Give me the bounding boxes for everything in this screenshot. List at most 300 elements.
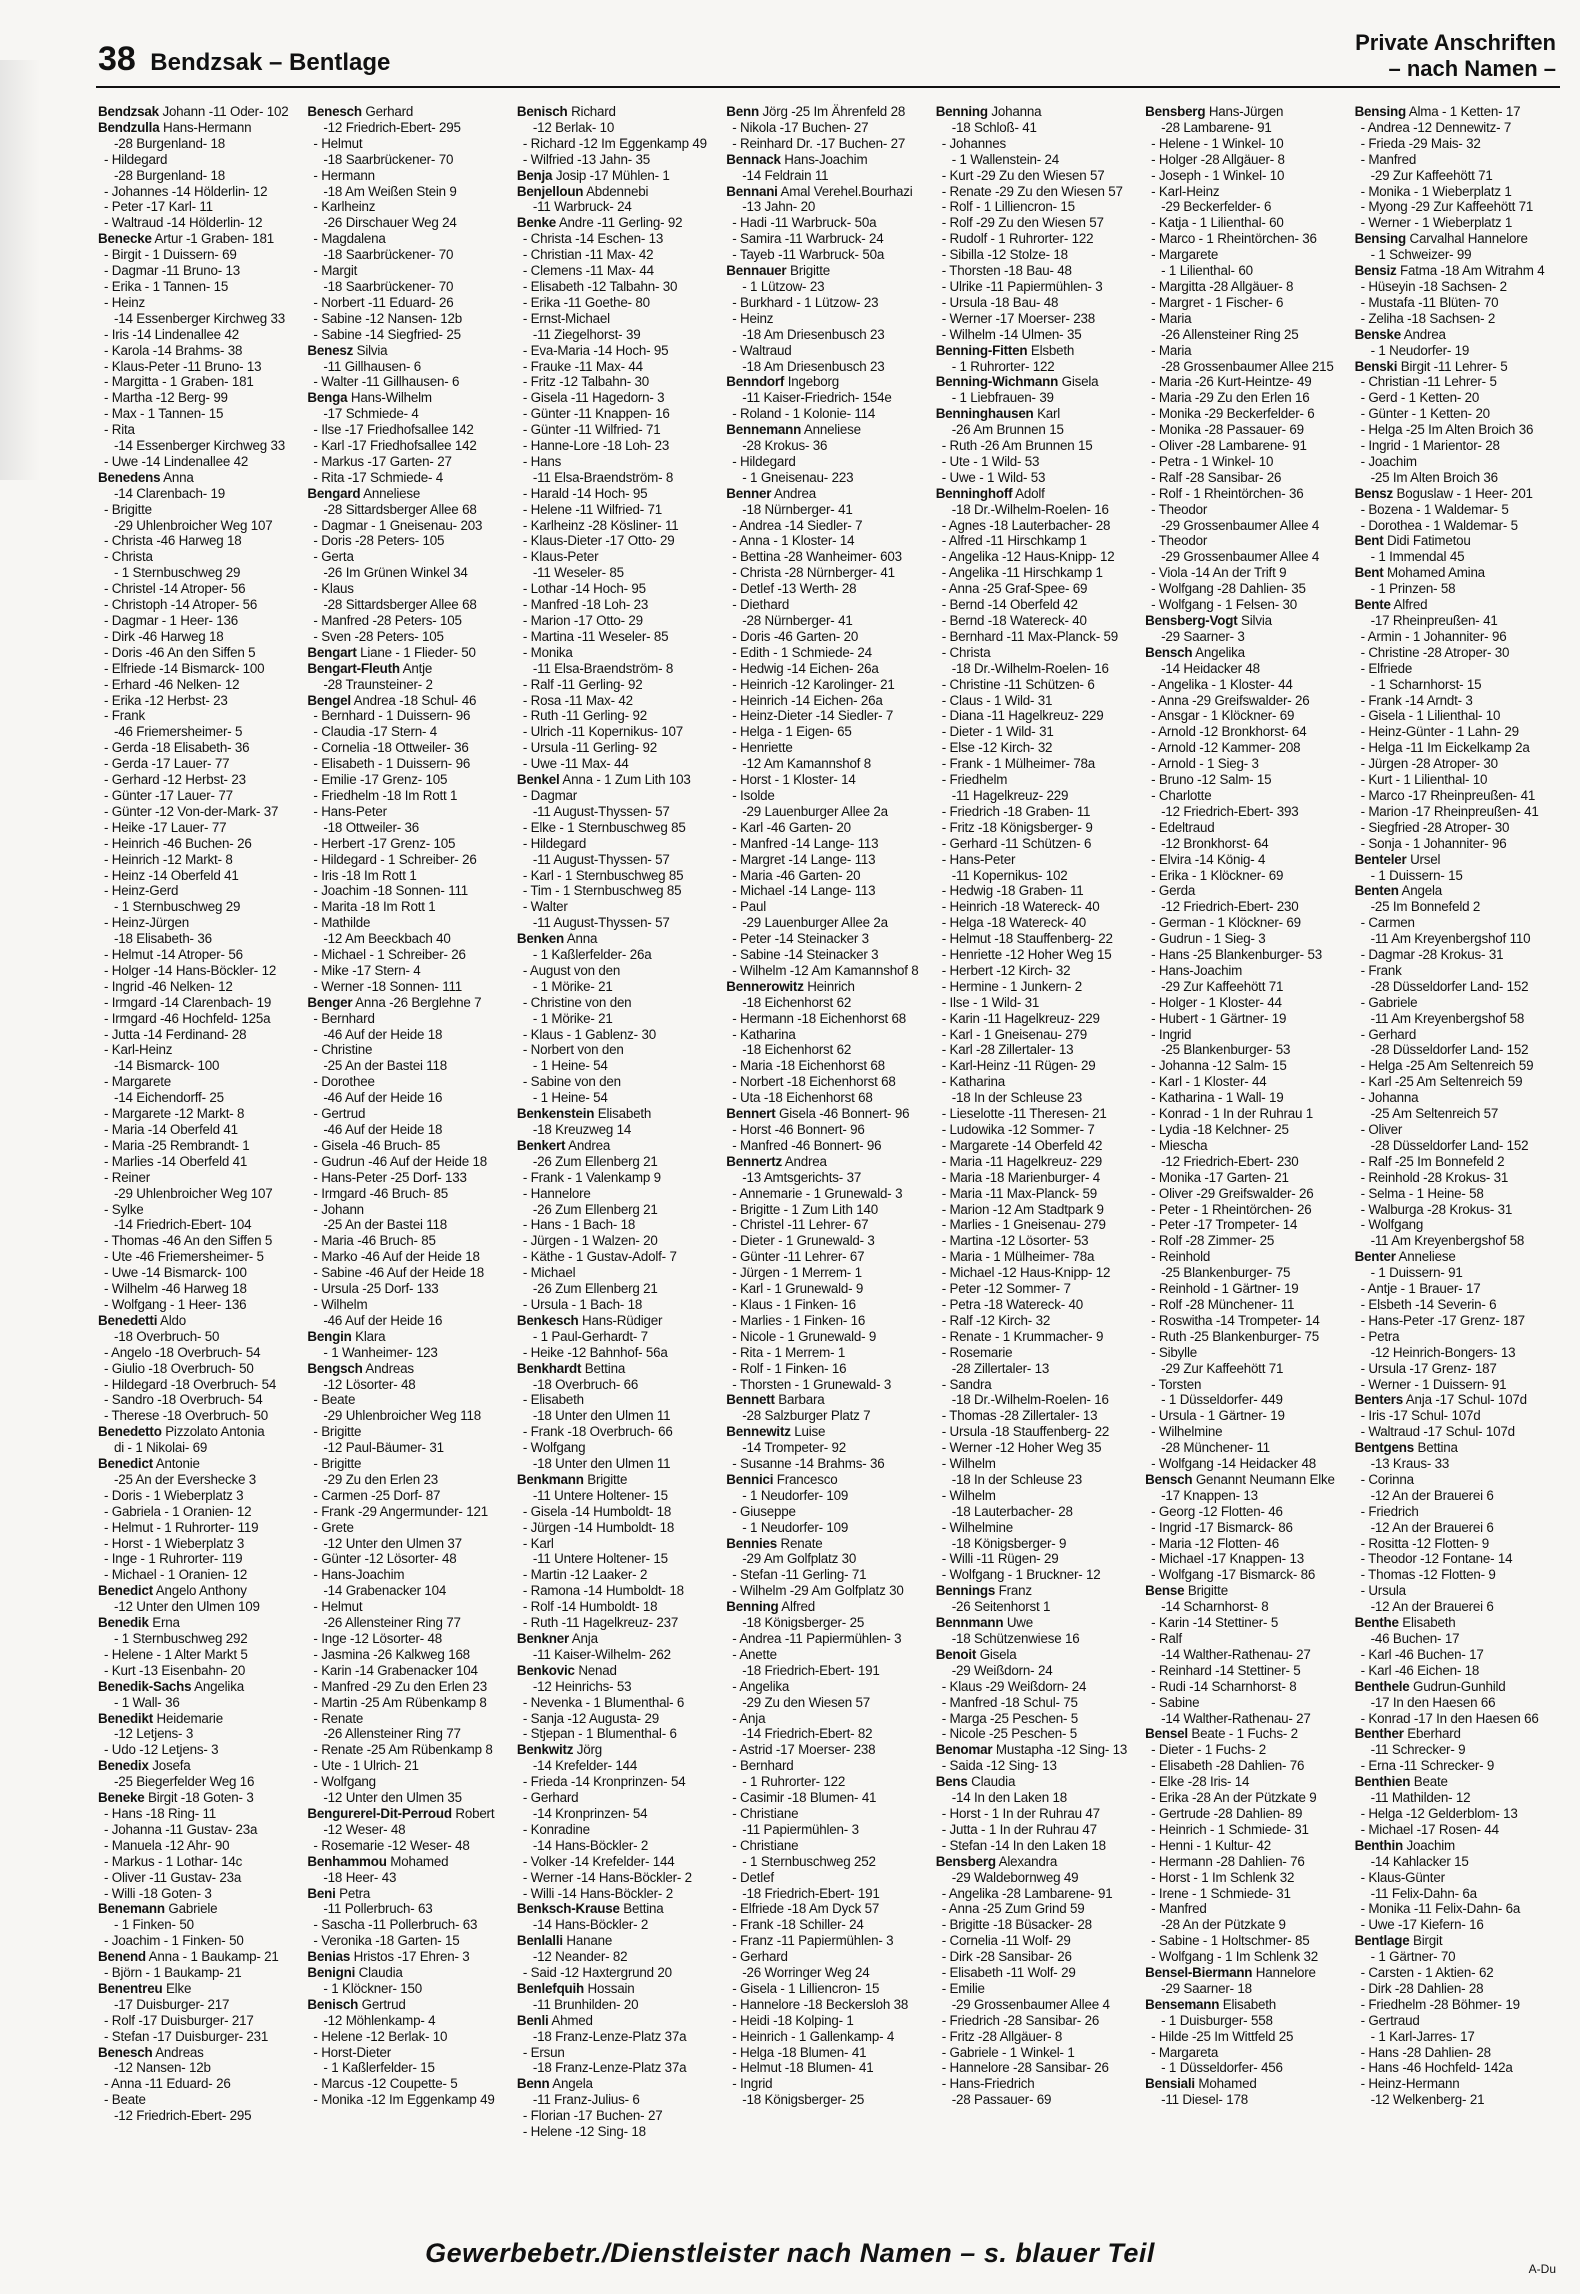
directory-line: - Dirk -28 Dahlien- 28: [1360, 1980, 1484, 1996]
directory-line: - Waltraud -17 Schul- 107d: [1360, 1424, 1515, 1440]
surname: Benning-Wichmann: [935, 374, 1059, 390]
surname: Benke: [516, 215, 557, 231]
directory-line: - Christel -11 Lehrer- 67: [732, 1217, 869, 1233]
directory-line: - Waltraud: [732, 342, 792, 358]
directory-line: - Horst - 1 Im Schlenk 32: [1151, 1869, 1295, 1885]
directory-line: - Rolf - 1 Rheintörchen- 36: [1151, 485, 1304, 501]
directory-line: - Wilhelm: [313, 1296, 368, 1312]
directory-line: - Hans-Joachim: [1151, 962, 1243, 978]
directory-line: - Wolfgang: [522, 1440, 586, 1456]
surname: Benten: [1354, 883, 1399, 899]
directory-line: - Arnold -12 Kammer- 208: [1151, 740, 1301, 756]
directory-line: - Reinhard -14 Stettiner- 5: [1151, 1662, 1301, 1678]
directory-line: - Ruth -11 Hagelkreuz- 237: [522, 1615, 679, 1631]
directory-line: - Joachim -18 Sonnen- 111: [313, 883, 468, 899]
directory-line: - Elisabeth: [522, 1392, 584, 1408]
directory-line: - Helga -11 Im Eickelkamp 2a: [1360, 740, 1530, 756]
directory-line: - Klaus: [313, 581, 354, 597]
surname: Benken: [516, 931, 565, 947]
directory-line: - Marlies -14 Oberfeld 41: [104, 1153, 248, 1169]
directory-line: - Wilhelm -14 Ulmen- 35: [941, 326, 1082, 342]
directory-line: Benning Johanna: [935, 104, 1042, 119]
directory-line: -28 Zillertaler- 13: [951, 1360, 1050, 1376]
directory-line: -29 Zu den Wiesen 57: [742, 1694, 871, 1710]
surname: Bengel: [307, 692, 351, 708]
directory-line: - Margret - 1 Fischer- 6: [1151, 294, 1284, 310]
directory-line: -11 Kaiser-Friedrich- 154e: [742, 390, 892, 406]
directory-line: - Harald -14 Hoch- 95: [522, 485, 648, 501]
directory-line: - Theodor: [1151, 501, 1208, 517]
directory-line: Bente Alfred: [1354, 597, 1428, 613]
directory-line: - Karl -17 Friedhofsallee 142: [313, 438, 477, 454]
directory-line: - Sonja - 1 Johanniter- 96: [1360, 835, 1507, 851]
directory-line: -11 August-Thyssen- 57: [532, 915, 670, 931]
directory-line: - Christa -14 Eschen- 13: [522, 231, 664, 247]
directory-line: - Ruth -11 Gerling- 92: [522, 708, 647, 724]
directory-line: -46 Auf der Heide 16: [323, 1312, 443, 1328]
directory-line: - Hermann: [313, 167, 375, 183]
directory-line: - Markus - 1 Lothar- 14c: [104, 1853, 243, 1869]
directory-line: - Ursula - 1 Bach- 18: [522, 1296, 643, 1312]
directory-line: -28 Passauer- 69: [951, 2092, 1052, 2108]
directory-line: - Lydia -18 Kelchner- 25: [1151, 1122, 1289, 1137]
directory-line: - Manfred -18 Schul- 75: [941, 1694, 1078, 1710]
directory-line: - Hans-Friedrich: [941, 2076, 1035, 2092]
surname: Bennmann: [935, 1615, 1004, 1631]
directory-line: - Michael - 1 Schreiber- 26: [313, 947, 466, 963]
surname: Bengart: [307, 644, 357, 660]
directory-line: Benja Josip -17 Mühlen- 1: [516, 167, 670, 183]
directory-line: -14 Walther-Rathenau- 27: [1161, 1710, 1311, 1726]
directory-line: - Wolfgang: [1360, 1217, 1424, 1233]
directory-line: - Jürgen -28 Atroper- 30: [1360, 756, 1498, 772]
directory-line: -14 Trompeter- 92: [742, 1440, 847, 1456]
directory-line: - Brigitte: [313, 1456, 362, 1472]
surname: Benthe: [1354, 1615, 1399, 1631]
directory-line: - Helene - 1 Winkel- 10: [1151, 135, 1284, 151]
surname: Bennerowitz: [726, 978, 804, 994]
directory-line: - Hans-Peter -17 Grenz- 187: [1360, 1312, 1525, 1328]
directory-line: - Horst - 1 Kloster- 14: [732, 772, 856, 788]
directory-line: - Dorothea - 1 Waldemar- 5: [1360, 517, 1518, 533]
directory-line: - Gerhard: [732, 1949, 788, 1965]
directory-line: - Richard -12 Im Eggenkamp 49: [522, 135, 707, 151]
directory-line: - Oliver -11 Gustav- 23a: [104, 1869, 242, 1885]
surname: Benemann: [98, 1901, 165, 1917]
directory-line: - Diana -11 Hagelkreuz- 229: [941, 708, 1104, 724]
directory-line: - Horst -46 Bonnert- 96: [732, 1122, 865, 1137]
directory-line: - 1 Neudorfer- 109: [742, 1487, 849, 1503]
directory-line: - Frank -18 Overbruch- 66: [522, 1424, 673, 1440]
surname: Bengard: [307, 485, 361, 501]
directory-line: - Hildegard: [732, 453, 796, 469]
directory-line: Bentlage Birgit: [1354, 1933, 1443, 1949]
directory-line: Benentreu Elke: [98, 1980, 192, 1996]
directory-line: - Torsten: [1151, 1376, 1202, 1392]
directory-line: - Wilhelmine: [941, 1519, 1013, 1535]
directory-line: Benner Andrea: [726, 485, 816, 501]
directory-line: - Gertraud: [1360, 2012, 1420, 2028]
directory-line: -12 Berlak- 10: [532, 119, 615, 135]
directory-line: - 1 Sternbuschweg 292: [114, 1631, 248, 1646]
directory-line: Benedetti Aldo: [98, 1312, 187, 1328]
directory-line: - Anna -25 Zum Grind 59: [941, 1901, 1085, 1917]
directory-line: - Paul: [732, 899, 767, 915]
directory-line: - Zeliha -18 Sachsen- 2: [1360, 310, 1496, 326]
directory-line: -29 Am Golfplatz 30: [742, 1551, 857, 1567]
directory-line: - Rolf - 1 Lilliencron- 15: [941, 199, 1075, 215]
directory-line: Benndorf Ingeborg: [726, 374, 839, 390]
directory-line: -18 Franz-Lenze-Platz 37a: [532, 2028, 687, 2044]
directory-line: Benomar Mustapha -12 Sing- 13: [935, 1742, 1128, 1758]
directory-line: -18 Elisabeth- 36: [114, 931, 212, 947]
directory-line: Benigni Claudia: [307, 1965, 403, 1981]
directory-line: - Rolf - 1 Finken- 16: [732, 1360, 847, 1376]
directory-line: -12 Friedrich-Ebert- 295: [323, 119, 461, 135]
directory-line: - Maria -46 Garten- 20: [732, 867, 861, 883]
directory-line: - Erhard -46 Nelken- 12: [104, 676, 240, 692]
listing-column-5: [936, 104, 1139, 2224]
directory-line: - Maria: [1151, 342, 1192, 358]
directory-line: - Erika - 1 Tannen- 15: [104, 278, 229, 294]
directory-line: - Wilhelm: [941, 1487, 996, 1503]
directory-line: - Willi -18 Goten- 3: [104, 1885, 212, 1901]
directory-line: - Werner -18 Sonnen- 111: [313, 978, 462, 994]
directory-line: Benhammou Mohamed: [307, 1853, 449, 1869]
directory-line: - Christa -46 Harweg 18: [104, 533, 242, 549]
directory-line: Benkner Anja: [516, 1631, 598, 1646]
directory-line: - Irmgard -46 Hochfeld- 125a: [104, 1010, 271, 1026]
directory-line: - Thomas -28 Zillertaler- 13: [941, 1408, 1098, 1424]
directory-line: - Hans-Peter: [941, 851, 1016, 867]
directory-line: - Helga -12 Gelderblom- 13: [1360, 1805, 1518, 1821]
surname: Benlalli: [516, 1933, 563, 1949]
directory-line: -11 August-Thyssen- 57: [532, 851, 670, 867]
directory-line: - Ingrid: [1151, 1026, 1192, 1042]
directory-line: - Manfred -14 Lange- 113: [732, 835, 879, 851]
directory-line: - Brigitte - 1 Zum Lith 140: [732, 1201, 878, 1217]
directory-line: - Jasmina -26 Kalkweg 168: [313, 1646, 470, 1662]
directory-line: -28 Salzburger Platz 7: [742, 1408, 871, 1424]
directory-line: -12 Lösorter- 48: [323, 1376, 416, 1392]
directory-line: -12 Bronkhorst- 64: [1161, 835, 1269, 851]
directory-line: Benkel Anna - 1 Zum Lith 103: [516, 772, 691, 788]
directory-line: -12 Unter den Ulmen 35: [323, 1790, 462, 1806]
directory-line: -12 Friedrich-Ebert- 393: [1161, 803, 1299, 819]
directory-line: - Marion -17 Otto- 29: [522, 613, 643, 628]
directory-line: - Oliver -28 Lambarene- 91: [1151, 438, 1307, 454]
directory-line: - Markus -17 Garten- 27: [313, 453, 452, 469]
directory-line: -18 Kreuzweg 14: [532, 1122, 632, 1137]
directory-line: - Ute - 1 Wild- 53: [941, 453, 1040, 469]
directory-line: - Veronika -18 Garten- 15: [313, 1933, 460, 1949]
directory-line: - Manfred -29 Zu den Erlen 23: [313, 1678, 488, 1694]
directory-line: -28 Sittardsberger Allee 68: [323, 597, 477, 613]
directory-line: - Klaus-Dieter -17 Otto- 29: [522, 533, 675, 549]
surname: Benesz: [307, 342, 354, 358]
directory-line: - 1 Liebfrauen- 39: [951, 390, 1054, 406]
directory-line: - Claudia -17 Stern- 4: [313, 724, 438, 740]
directory-line: - Manuela -12 Ahr- 90: [104, 1837, 230, 1853]
directory-line: - Friedhelm -28 Böhmer- 19: [1360, 1996, 1520, 2012]
directory-line: - 1 Düsseldorfer- 456: [1161, 2060, 1283, 2076]
surname: Benkenstein: [516, 1106, 595, 1122]
directory-line: -28 Düsseldorfer Land- 152: [1370, 1042, 1529, 1058]
directory-line: - Karl -46 Eichen- 18: [1360, 1662, 1480, 1678]
directory-line: Bensel Beate - 1 Fuchs- 2: [1145, 1726, 1298, 1742]
directory-line: - Karl-Heinz -11 Rügen- 29: [941, 1058, 1096, 1074]
directory-line: - Armin - 1 Johanniter- 96: [1360, 628, 1507, 644]
directory-line: - Klaus-Günter: [1360, 1869, 1445, 1885]
footer-note: Gewerbebetr./Dienstleister nach Namen – s. blauer Teil: [425, 2238, 1155, 2268]
directory-line: - Annemarie - 1 Grunewald- 3: [732, 1185, 903, 1201]
directory-line: -12 Friedrich-Ebert- 295: [114, 2108, 252, 2124]
directory-line: -18 Overbruch- 50: [114, 1328, 220, 1344]
directory-line: - Helga -18 Blumen- 41: [732, 2044, 867, 2060]
directory-line: -25 Blankenburger- 53: [1161, 1042, 1291, 1058]
directory-line: - Ralf -12 Kirch- 32: [941, 1312, 1051, 1328]
surname: Benthele: [1354, 1678, 1410, 1694]
directory-line: - Heinz -14 Oberfeld 41: [104, 867, 239, 883]
surname: Benkmann: [516, 1471, 584, 1487]
directory-line: -29 Lauenburger Allee 2a: [742, 915, 888, 931]
directory-line: -12 Am Beeckbach 40: [323, 931, 451, 947]
directory-line: - Sascha -11 Pollerbruch- 63: [313, 1917, 478, 1933]
directory-line: - Emilie: [941, 1980, 985, 1996]
directory-line: - Karlheinz: [313, 199, 376, 215]
directory-line: - Michael: [522, 1265, 576, 1281]
directory-line: - Bernd -18 Watereck- 40: [941, 613, 1087, 628]
directory-line: - Ramona -14 Humboldt- 18: [522, 1583, 684, 1599]
directory-line: - Gerta: [313, 549, 354, 565]
surname: Bennemann: [726, 422, 802, 438]
directory-line: - Theodor -12 Fontane- 14: [1360, 1551, 1513, 1567]
directory-line: - 1 Sternbuschweg 29: [114, 565, 241, 581]
directory-line: - Maria -18 Marienburger- 4: [941, 1169, 1101, 1185]
directory-line: - Mustafa -11 Blüten- 70: [1360, 294, 1499, 310]
directory-line: - Heike -17 Lauer- 77: [104, 819, 227, 835]
directory-line: - Günter -12 Von-der-Mark- 37: [104, 803, 279, 819]
directory-line: -18 Overbruch- 66: [532, 1376, 639, 1392]
section-subtitle: – nach Namen –: [1388, 56, 1556, 81]
directory-line: Benesz Silvia: [307, 342, 388, 358]
directory-line: - Rita -17 Schmiede- 4: [313, 469, 443, 485]
directory-line: - 1 Sternbuschweg 29: [114, 899, 241, 915]
directory-line: - Doris -28 Peters- 105: [313, 533, 445, 549]
directory-line: - Heinrich -18 Watereck- 40: [941, 899, 1100, 915]
directory-line: - Ursula -18 Stauffenberg- 22: [941, 1424, 1110, 1440]
directory-line: -26 Am Brunnen 15: [951, 422, 1064, 438]
directory-line: - Hans -25 Blankenburger- 53: [1151, 947, 1322, 963]
directory-line: - Sven -28 Peters- 105: [313, 628, 444, 644]
surname: Benedetti: [98, 1312, 158, 1328]
directory-line: - Werner - 1 Duissern- 91: [1360, 1376, 1507, 1392]
directory-line: -11 Franz-Julius- 6: [532, 2092, 640, 2108]
surname: Bengurerel-Dit-Perroud: [307, 1805, 452, 1821]
surname: Benedict: [98, 1456, 153, 1472]
directory-line: - Gisela -11 Hagedorn- 3: [522, 390, 665, 406]
directory-line: -28 Grossenbaumer Allee 215: [1161, 358, 1334, 374]
surname: Benjelloun: [516, 183, 584, 199]
directory-line: - Ingrid -46 Nelken- 12: [104, 978, 233, 994]
directory-line: -25 Blankenburger- 75: [1161, 1265, 1291, 1281]
directory-line: Benken Anna: [516, 931, 598, 947]
directory-line: - Horst-Dieter: [313, 2044, 391, 2060]
surname: Bensiali: [1145, 2076, 1195, 2092]
directory-line: - Said -12 Haxtergrund 20: [522, 1965, 672, 1981]
directory-line: - Inge - 1 Ruhrorter- 119: [104, 1551, 243, 1567]
directory-line: - Anna -11 Eduard- 26: [104, 2076, 231, 2092]
listing-column-7: [1355, 104, 1558, 2224]
directory-line: - Max - 1 Tannen- 15: [104, 406, 224, 422]
directory-line: - Maria -46 Bruch- 85: [313, 1233, 436, 1249]
surname: Bengsch: [307, 1360, 363, 1376]
directory-line: -18 Unter den Ulmen 11: [532, 1408, 671, 1424]
directory-line: Bent Didi Fatimetou: [1354, 533, 1471, 549]
directory-line: - Gerda: [1151, 883, 1196, 899]
directory-line: -14 Clarenbach- 19: [114, 485, 226, 501]
surname: Benn: [516, 2076, 550, 2092]
surname: Bendzulla: [98, 119, 160, 135]
directory-line: Benedetto Pizzolato Antonia: [98, 1424, 265, 1440]
directory-line: - Erna -11 Schrecker- 9: [1360, 1758, 1495, 1774]
directory-line: -29 Zur Kaffeehött 71: [1370, 167, 1493, 183]
directory-line: -46 Buchen- 17: [1370, 1631, 1460, 1646]
directory-line: - Konrad -17 In den Haesen 66: [1360, 1710, 1539, 1726]
directory-line: - Wilhelmine: [1151, 1424, 1223, 1440]
directory-line: - Beate: [313, 1392, 356, 1408]
directory-line: - Frank - 1 Valenkamp 9: [522, 1169, 661, 1185]
directory-line: - Wolfgang - 1 Heer- 136: [104, 1296, 247, 1312]
directory-line: - Henni - 1 Kultur- 42: [1151, 1837, 1272, 1853]
directory-line: - Konrad - 1 In der Ruhrau 1: [1151, 1106, 1314, 1122]
directory-line: - Renate -29 Zu den Wiesen 57: [941, 183, 1123, 199]
directory-line: - Sibylle: [1151, 1344, 1197, 1360]
directory-line: - 1 Duisburger- 558: [1161, 2012, 1273, 2028]
surname: Bennett: [726, 1392, 775, 1408]
directory-line: -46 Auf der Heide 18: [323, 1026, 443, 1042]
directory-line: - Tim - 1 Sternbuschweg 85: [522, 883, 682, 899]
directory-line: Bennani Amal Verehel.Bourhazi: [726, 183, 913, 199]
directory-line: - Hedwig -18 Graben- 11: [941, 883, 1084, 899]
directory-line: - Irene - 1 Schmiede- 31: [1151, 1885, 1291, 1901]
directory-line: - Reinhold - 1 Gärtner- 19: [1151, 1281, 1299, 1297]
directory-line: -18 Königsberger- 25: [742, 1615, 865, 1631]
directory-line: - Roswitha -14 Trompeter- 14: [1151, 1312, 1320, 1328]
directory-line: - Friedhelm: [941, 772, 1008, 788]
directory-line: Benning-Wichmann Gisela: [935, 374, 1099, 390]
directory-line: -29 Zur Kaffeehött 71: [1161, 978, 1284, 994]
directory-line: - Hans - 1 Bach- 18: [522, 1217, 636, 1233]
directory-line: - Karl - 1 Grunewald- 9: [732, 1281, 864, 1297]
directory-line: - Katharina: [732, 1026, 796, 1042]
directory-line: Bengart-Fleuth Antje: [307, 660, 433, 676]
directory-line: -12 Welkenberg- 21: [1370, 2092, 1485, 2108]
directory-line: - Hans-Joachim: [313, 1567, 405, 1583]
directory-line: - Oliver -29 Greifswalder- 26: [1151, 1185, 1314, 1201]
directory-line: -12 Friedrich-Ebert- 230: [1161, 899, 1299, 915]
directory-line: - Stjepan - 1 Blumenthal- 6: [522, 1726, 677, 1742]
directory-line: -28 Düsseldorfer Land- 152: [1370, 978, 1529, 994]
surname: Benli: [516, 2012, 549, 2028]
directory-line: - Uta -18 Eichenhorst 68: [732, 1090, 873, 1106]
directory-line: - Christiane: [732, 1837, 799, 1853]
directory-line: - 1 Mörike- 21: [532, 978, 613, 994]
directory-line: - Udo -12 Letjens- 3: [104, 1742, 219, 1758]
directory-line: - Sabine - 1 Holtschmer- 85: [1151, 1933, 1310, 1949]
directory-line: Benters Anja -17 Schul- 107d: [1354, 1392, 1527, 1408]
directory-line: - Martina -11 Weseler- 85: [522, 628, 669, 644]
directory-line: -18 Am Driesenbusch 23: [742, 358, 885, 374]
directory-line: - Monika -17 Garten- 21: [1151, 1169, 1289, 1185]
directory-line: - Hubert - 1 Gärtner- 19: [1151, 1010, 1287, 1026]
surname: Beni: [307, 1885, 336, 1901]
directory-line: - Dorothee: [313, 1074, 375, 1090]
directory-line: - Karl: [522, 1535, 554, 1551]
directory-line: -29 Grossenbaumer Allee 4: [951, 1996, 1110, 2012]
directory-line: - Monika: [522, 644, 573, 660]
surname: Benedict: [98, 1583, 153, 1599]
directory-line: - Gisela - 1 Lilienthal- 10: [1360, 708, 1501, 724]
directory-line: - Uwe -14 Bismarck- 100: [104, 1265, 247, 1281]
directory-line: -12 Heinrichs- 53: [532, 1678, 632, 1694]
directory-line: Benga Hans-Wilhelm: [307, 390, 432, 406]
directory-line: -29 Zur Kaffeehött 71: [1161, 1360, 1284, 1376]
directory-line: - Manfred: [1151, 1901, 1207, 1917]
directory-line: Benske Andrea: [1354, 326, 1446, 342]
surname: Bensch: [1145, 1471, 1193, 1487]
directory-line: - Dieter - 1 Grunewald- 3: [732, 1233, 875, 1249]
directory-line: -18 Friedrich-Ebert- 191: [742, 1662, 880, 1678]
directory-line: - Claus - 1 Wild- 31: [941, 692, 1053, 708]
directory-line: -25 Im Bonnefeld 2: [1370, 899, 1481, 915]
surname: Benter: [1354, 1249, 1396, 1265]
directory-line: Benlalli Hanane: [516, 1933, 613, 1949]
surname: Benigni: [307, 1965, 356, 1981]
directory-line: -14 In den Laken 18: [951, 1790, 1068, 1806]
directory-line: -11 Gillhausen- 6: [323, 358, 422, 374]
directory-line: Bensemann Elisabeth: [1145, 1996, 1277, 2012]
directory-line: -18 Königsberger- 9: [951, 1535, 1067, 1551]
directory-line: - Werner -17 Moerser- 238: [941, 310, 1095, 326]
directory-line: -28 Burgenland- 18: [114, 135, 226, 151]
directory-line: - Willi -11 Rügen- 29: [941, 1551, 1059, 1567]
directory-line: - Sylke: [104, 1201, 144, 1217]
directory-line: Benkesch Hans-Rüdiger: [516, 1312, 663, 1328]
directory-line: - Christine -28 Atroper- 30: [1360, 644, 1510, 660]
directory-line: -11 Brunhilden- 20: [532, 1996, 639, 2012]
directory-line: - 1 Duissern- 15: [1370, 867, 1463, 883]
directory-line: - Dieter - 1 Wild- 31: [941, 724, 1054, 740]
directory-line: - Käthe - 1 Gustav-Adolf- 7: [522, 1249, 677, 1265]
surname: Benters: [1354, 1392, 1404, 1408]
surname: Benedikt: [98, 1710, 153, 1726]
directory-line: Benthin Joachim: [1354, 1837, 1455, 1853]
surname: Benthin: [1354, 1837, 1403, 1853]
listing-column-3: [517, 104, 720, 2224]
directory-line: -14 Scharnhorst- 8: [1161, 1599, 1269, 1615]
directory-line: - Katja - 1 Lilienthal- 60: [1151, 215, 1284, 231]
directory-line: - Doris - 1 Wieberplatz 3: [104, 1487, 244, 1503]
directory-line: - Renate - 1 Krummacher- 9: [941, 1328, 1104, 1344]
directory-line: - Angelo -18 Overbruch- 54: [104, 1344, 261, 1360]
directory-line: - 1 Paul-Gerhardt- 7: [532, 1328, 648, 1344]
surname: Bensberg: [935, 1853, 996, 1869]
directory-line: - Fritz -12 Talbahn- 30: [522, 374, 649, 390]
directory-line: Bendzsak Johann -11 Oder- 102: [98, 104, 289, 119]
surname: Benkwitz: [516, 1742, 574, 1758]
directory-line: - Iris -17 Schul- 107d: [1360, 1408, 1481, 1424]
